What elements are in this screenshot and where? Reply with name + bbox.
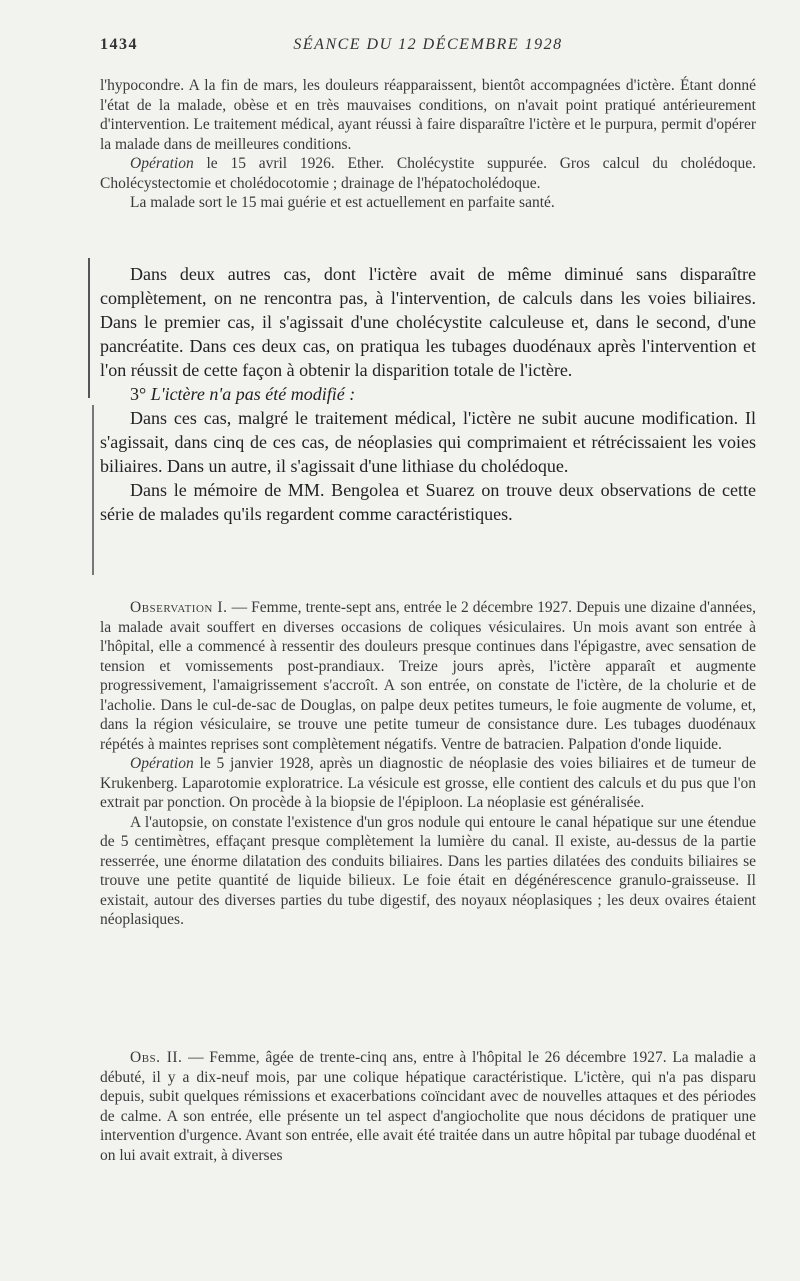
paragraph: La malade sort le 15 mai guérie et est actuellement en parfaite santé. xyxy=(130,194,555,211)
paragraph-text: le 5 janvier 1928, après un diagnostic de néoplasie des voies biliaires et de tumeur de Krukenberg. Laparotomie exploratrice. La vésicule est grosse, elle contient des calculs et du pus que l'on extrait par ponction. On procède à la biopsie de l'épiploon. La néoplasie est généralisée. xyxy=(100,755,756,811)
running-title: SÉANCE DU 12 DÉCEMBRE 1928 xyxy=(293,36,563,53)
operation-lead: Opération xyxy=(130,755,194,772)
paragraph: A l'autopsie, on constate l'existence d'un gros nodule qui entoure le canal hépatique sur une étendue de 5 centimètres, effaçant presque complètement la lumière du canal. Il existe, au-dessus de la partie resserrée, une énorme dilatation des conduits biliaires. Dans les parties dilatées des conduits biliaires se trouve une petite quantité de liquide bilieux. Le foie était en dégénérescence granulo-graisseuse. Il existait, autour des diverses parties du tube digestif, des noyaux néoplasiques ; les deux ovaires étaient néoplasiques. xyxy=(100,813,756,928)
paragraph xyxy=(100,754,756,813)
paragraph: l'hypocondre. A la fin de mars, les douleurs réapparaissent, bientôt accompagnées d'ictère. Étant donné l'état de la malade, obèse et en très mauvaises conditions, on n'avait point pratiqué antérieurement d'intervention. Le traitement médical, ayant réussi à faire disparaître l'ictère et le purpura, permit d'opérer la malade dans de meilleures conditions. xyxy=(100,77,756,153)
observation-label: Obs. II. xyxy=(130,1049,183,1066)
paragraph xyxy=(100,154,756,193)
observation-2 xyxy=(100,1048,756,1165)
paragraph-text: — Femme, trente-sept ans, entrée le 2 décembre 1927. Depuis une dizaine d'années, la malade avait souffert en diverses occasions de coliques vésiculaires. Un mois avant son entrée à l'hôpital, elle a commencé à ressentir des douleurs presque continues dans l'épigastre, avec sensation de tension et vomissements post-prandiaux. Treize jours après, l'ictère apparaît et augmente progressivement, l'amaigrissement s'accroît. A son entrée, on constate de l'ictère, de la cholurie et de l'acholie. Dans le cul-de-sac de Douglas, on palpe deux petites tumeurs, le foie augmente de volume, et, dans la région vésiculaire, se trouve une petite tumeur de consistance dure. Les tubages duodénaux répétés à maintes reprises sont complètement négatifs. Ventre de batracien. Palpation d'onde liquide. xyxy=(100,599,756,753)
top-section xyxy=(100,76,756,213)
paragraph xyxy=(100,598,756,754)
paragraph-text: le 15 avril 1926. Ether. Cholécystite suppurée. Gros calcul du cholédoque. Cholécystectomie et cholédocotomie ; drainage de l'hépatocholédoque. xyxy=(100,155,756,192)
running-header xyxy=(100,36,756,60)
paragraph: Dans deux autres cas, dont l'ictère avait de même diminué sans disparaître complètement, on ne rencontra pas, à l'intervention, de calculs dans les voies biliaires. Dans le premier cas, il s'agissait d'une cholécystite calculeuse et, dans le second, d'une pancréatite. Dans ces deux cas, on pratiqua les tubages duodénaux après l'intervention et l'on réussit de cette façon à obtenir la disparition totale de l'ictère. xyxy=(100,264,756,380)
mid-section xyxy=(100,262,756,526)
margin-mark xyxy=(88,258,90,398)
section-title: L'ictère n'a pas été modifié : xyxy=(150,384,356,404)
paragraph: Dans ces cas, malgré le traitement médical, l'ictère ne subit aucune modification. Il s'agissait, dans cinq de ces cas, de néoplasies qui comprimaient et rétrécissaient les voies biliaires. Dans un autre, il s'agissait d'une lithiase du cholédoque. xyxy=(100,408,756,476)
paragraph-text: — Femme, âgée de trente-cinq ans, entre à l'hôpital le 26 décembre 1927. La maladie a débuté, il y a dix-neuf mois, par une colique hépatique caractéristique. L'ictère, qui n'a pas disparu depuis, subit quelques rémissions et exacerbations coïncidant avec de nouvelles attaques et des périodes de calme. A son entrée, elle présente un tel aspect d'angiocholite que nous décidons de pratiquer une intervention d'urgence. Avant son entrée, elle avait été traitée dans un autre hôpital par tubage duodénal et on lui avait extrait, à diverses xyxy=(100,1049,756,1164)
paragraph xyxy=(100,1048,756,1165)
paragraph: Dans le mémoire de MM. Bengolea et Suarez on trouve deux observations de cette série de malades qu'ils regardent comme caractéristiques. xyxy=(100,480,756,524)
operation-lead: Opération xyxy=(130,155,194,172)
section-number: 3° xyxy=(130,384,151,404)
page-number: 1434 xyxy=(100,36,138,53)
observation-label: Observation I. xyxy=(130,599,228,616)
observation-1 xyxy=(100,598,756,930)
section-heading xyxy=(100,382,756,406)
margin-mark xyxy=(92,405,94,575)
